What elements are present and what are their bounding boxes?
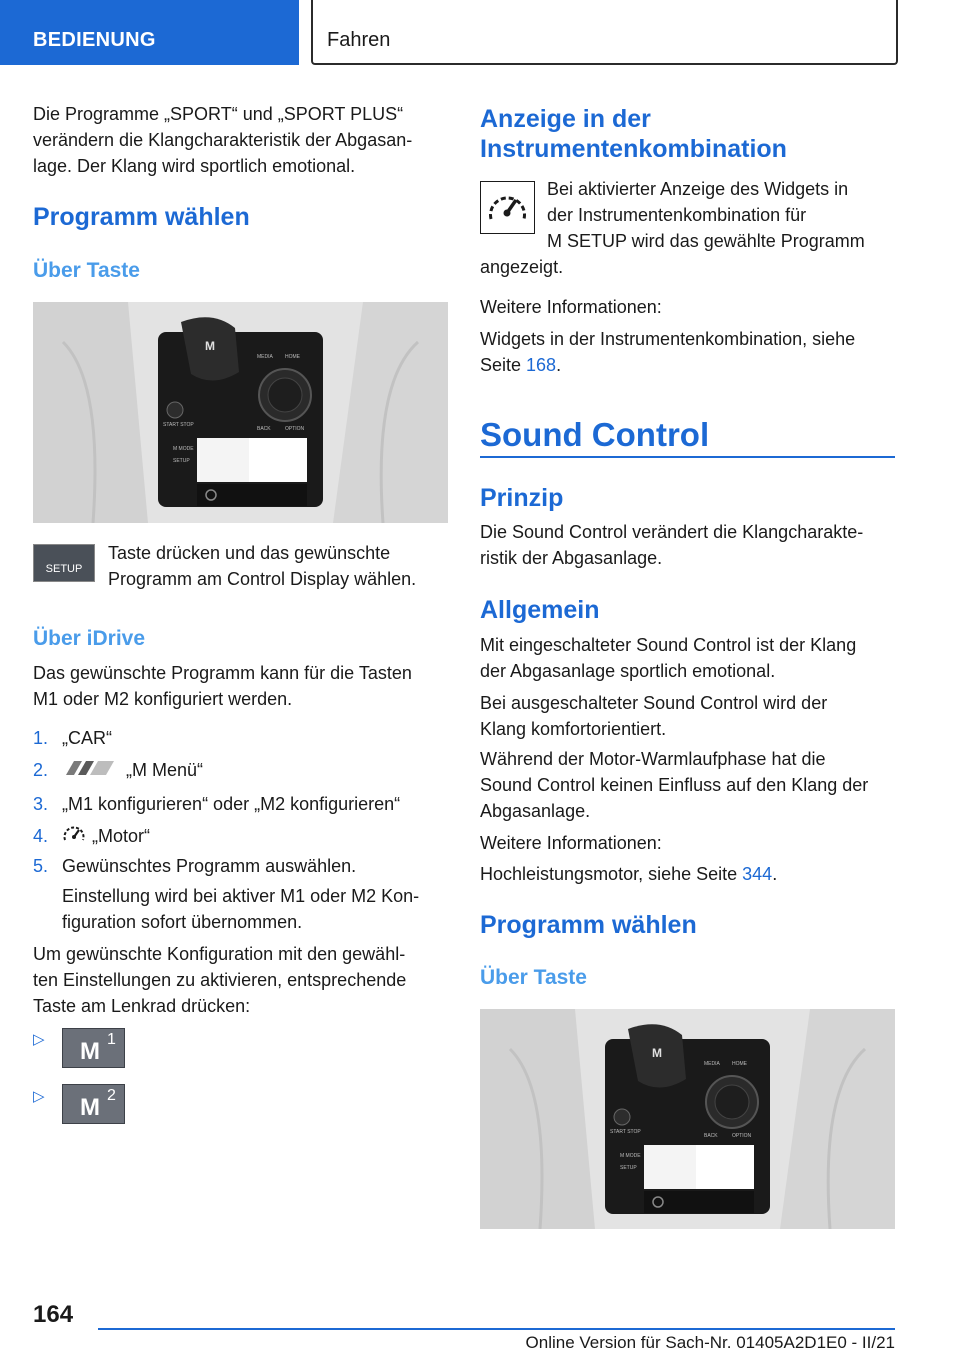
setup-button[interactable] xyxy=(33,544,95,582)
setup-label: SETUP xyxy=(173,458,190,464)
step-number: 3. xyxy=(33,794,49,814)
m-mode-label: M MODE xyxy=(173,446,194,452)
hochleistung-reference xyxy=(480,861,777,887)
step-number: 1. xyxy=(33,728,49,748)
text-line: Widgets in der Instrumentenkombination, siehe xyxy=(480,329,856,349)
text-line: Bei ausgeschalteter Sound Control wird der xyxy=(480,693,828,713)
allgemein-paragraph-1 xyxy=(480,632,900,684)
text-line: ten Einstellungen zu aktivieren, entsprechende xyxy=(33,970,407,990)
step-text: „CAR“ xyxy=(62,728,112,748)
chapter-title: Fahren xyxy=(327,29,391,51)
start-stop-label: START STOP xyxy=(163,422,194,428)
idrive-paragraph xyxy=(33,660,453,712)
home-label: HOME xyxy=(732,1061,747,1067)
text-line: lage. Der Klang wird sportlich emotional. xyxy=(33,156,356,176)
heading-line: Anzeige in der xyxy=(480,105,651,133)
text-line: Abgasanlage. xyxy=(480,801,591,821)
bullet-icon: ▷ xyxy=(33,1031,45,1048)
text-segment: Seite xyxy=(480,355,527,375)
step-number: 5. xyxy=(33,856,49,876)
text-line: Sound Control keinen Einfluss auf den Klang der xyxy=(480,775,869,795)
heading-allgemein: Allgemein xyxy=(480,596,600,624)
text-line xyxy=(480,352,900,378)
m-logo-label: M xyxy=(652,1046,662,1060)
m-logo-label: M xyxy=(205,339,215,353)
heading-ueber-idrive: Über iDrive xyxy=(33,627,146,650)
setup-instruction xyxy=(108,540,453,592)
text-segment: . xyxy=(772,864,778,884)
text-line: Um gewünschte Konfiguration mit den gewähl- xyxy=(33,944,406,964)
media-label: MEDIA xyxy=(257,354,273,360)
gauge-widget-icon xyxy=(480,181,535,234)
section-title: BEDIENUNG xyxy=(33,29,156,51)
widgets-reference xyxy=(480,326,900,378)
allgemein-paragraph-3 xyxy=(480,746,900,824)
console-illustration xyxy=(480,1009,895,1229)
text-line: figuration sofort übernommen. xyxy=(62,912,303,932)
m2-digit: 2 xyxy=(107,1087,116,1104)
text-line: Einstellung wird bei aktiver M1 oder M2 Kon- xyxy=(62,886,420,906)
bullet-icon: ▷ xyxy=(33,1088,45,1105)
heading-ueber-taste: Über Taste xyxy=(480,966,587,989)
text-line: M1 oder M2 konfiguriert werden. xyxy=(33,689,293,709)
step-number: 4. xyxy=(33,826,49,846)
text-segment: Hochleistungsmotor, siehe Seite xyxy=(480,864,743,884)
m2-letter: M xyxy=(80,1094,100,1121)
step-number: 2. xyxy=(33,760,49,780)
m2-button[interactable] xyxy=(62,1084,125,1124)
text-line: ristik der Abgasanlage. xyxy=(480,548,663,568)
anzeige-paragraph-end: angezeigt. xyxy=(480,257,564,277)
back-label: BACK xyxy=(704,1133,718,1139)
m1-letter: M xyxy=(80,1038,100,1065)
home-label: HOME xyxy=(285,354,300,360)
heading-programm-waehlen: Programm wählen xyxy=(480,911,697,939)
m1-digit: 1 xyxy=(107,1031,116,1048)
heading-line: Instrumentenkombination xyxy=(480,135,787,163)
section-divider xyxy=(480,456,895,458)
step-text: Gewünschtes Programm auswählen. xyxy=(62,856,357,876)
text-line: M SETUP wird das gewählte Programm xyxy=(547,231,865,251)
heading-ueber-taste: Über Taste xyxy=(33,259,140,282)
m1-button[interactable] xyxy=(62,1028,125,1068)
text-line: verändern die Klangcharakteristik der Abgasan- xyxy=(33,130,413,150)
heading-sound-control: Sound Control xyxy=(480,416,710,453)
page-link-168[interactable]: 168 xyxy=(526,355,557,375)
outro-paragraph xyxy=(33,941,453,1019)
section-tab[interactable] xyxy=(0,0,299,65)
prinzip-paragraph xyxy=(480,519,900,571)
page-number: 164 xyxy=(33,1301,74,1328)
text-line: Während der Motor-Warmlaufphase hat die xyxy=(480,749,826,769)
start-stop-label: START STOP xyxy=(610,1129,641,1135)
option-label: OPTION xyxy=(732,1133,752,1139)
text-line: der Instrumentenkombination für xyxy=(547,205,807,225)
step-text: „M1 konfigurieren“ oder „M2 konfigurieren“ xyxy=(62,794,401,814)
chapter-tab[interactable] xyxy=(311,0,898,65)
back-label: BACK xyxy=(257,426,271,432)
step-text: „Motor“ xyxy=(92,826,150,846)
heading-prinzip: Prinzip xyxy=(480,484,564,512)
text-line: Programm am Control Display wählen. xyxy=(108,569,417,589)
text-line: Mit eingeschalteter Sound Control ist der Klang xyxy=(480,635,857,655)
page-link-344[interactable]: 344 xyxy=(742,864,773,884)
footer-divider xyxy=(98,1328,895,1330)
option-label: OPTION xyxy=(285,426,305,432)
text-line: Das gewünschte Programm kann für die Tasten xyxy=(33,663,412,683)
weitere-info-label: Weitere Informationen: xyxy=(480,297,662,317)
weitere-info-label: Weitere Informationen: xyxy=(480,833,662,853)
media-label: MEDIA xyxy=(704,1061,720,1067)
gauge-icon xyxy=(62,823,86,845)
text-line: Die Programme „SPORT“ und „SPORT PLUS“ xyxy=(33,104,404,124)
allgemein-paragraph-2 xyxy=(480,690,900,742)
step-text: „M Menü“ xyxy=(126,760,204,780)
intro-paragraph xyxy=(33,101,453,179)
text-line: Die Sound Control verändert die Klangcharakte- xyxy=(480,522,864,542)
setup-label: SETUP xyxy=(620,1165,637,1171)
text-line: Bei aktivierter Anzeige des Widgets in xyxy=(547,179,849,199)
text-line: Klang komfortorientiert. xyxy=(480,719,667,739)
text-line: Taste am Lenkrad drücken: xyxy=(33,996,251,1016)
text-line: der Abgasanlage sportlich emotional. xyxy=(480,661,776,681)
heading-programm-waehlen: Programm wählen xyxy=(33,203,250,231)
m-mode-label: M MODE xyxy=(620,1153,641,1159)
center-console-photo xyxy=(480,1009,895,1229)
setup-button-label: SETUP xyxy=(45,563,83,575)
footer-version: Online Version für Sach-Nr. 01405A2D1E0 - II/21 xyxy=(525,1333,895,1352)
heading-anzeige xyxy=(480,104,895,164)
step5-note xyxy=(62,883,452,935)
anzeige-paragraph-top xyxy=(547,176,897,254)
center-console-photo xyxy=(33,302,448,523)
text-line: Taste drücken und das gewünschte xyxy=(108,543,391,563)
console-illustration xyxy=(33,302,448,523)
text-segment: . xyxy=(556,355,562,375)
m-stripes-icon xyxy=(62,759,116,777)
